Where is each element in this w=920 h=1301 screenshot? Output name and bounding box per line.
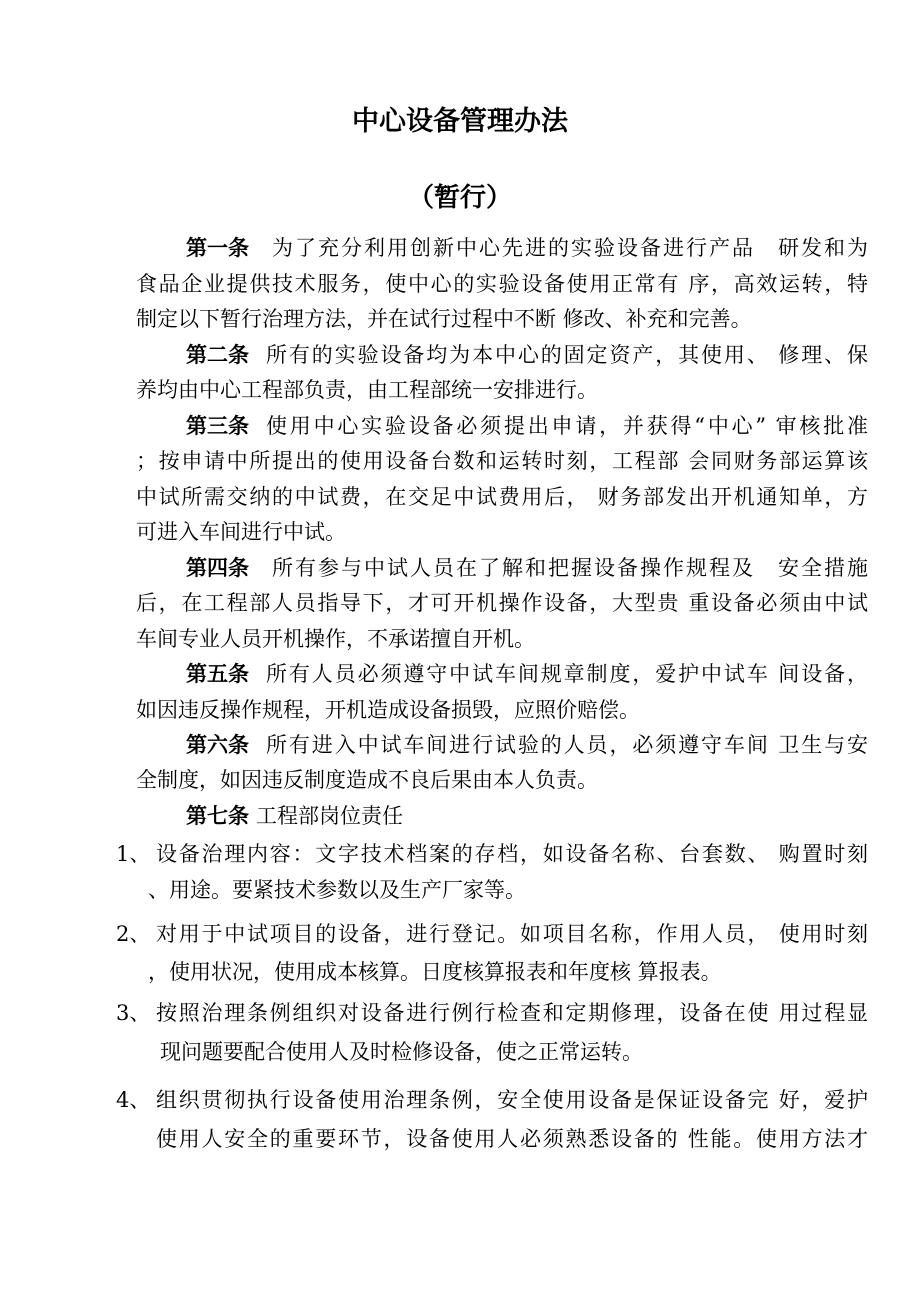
article-2-line-1: 所有的实验设备均为本中心的固定资产，其使用、 修理、保 <box>266 343 868 367</box>
article-6-line-2: 全制度，如因违反制度造成不良后果由本人负责。 <box>136 768 598 792</box>
item-1-line-1: 设备治理内容：文字技术档案的存档，如设备名称、台套数、 购置时刻 <box>156 842 868 866</box>
article-6-line-1: 所有进入中试车间进行试验的人员，必须遵守车间 卫生与安 <box>266 733 868 757</box>
article-1-label: 第一条 <box>186 235 249 260</box>
document-subtitle: （暂行） <box>407 183 512 213</box>
item-3-line-2: 现问题要配合使用人及时检修设备，使之正常运转。 <box>160 1040 643 1064</box>
article-3-line-1: 使用中心实验设备必须提出申请，并获得“中心” 审核批准 <box>266 414 868 438</box>
item-1-line-2: 、用途。要紧技术参数以及生产厂家等。 <box>148 878 526 902</box>
item-3-line-1: 按照治理条例组织对设备进行例行检查和定期修理，设备在使 用过程显 <box>156 1001 868 1025</box>
article-3-line-3: 中试所需交纳的中试费，在交足中试费用后， 财务部发出开机通知单，方 <box>136 485 868 509</box>
article-2-line-2: 养均由中心工程部负责，由工程部统一安排进行。 <box>136 378 598 402</box>
article-1-line-3: 制定以下暂行治理方法，并在试行过程中不断 修改、补充和完善。 <box>136 307 752 331</box>
item-2-line-1: 对用于中试项目的设备，进行登记。如项目名称，作用人员， 使用时刻 <box>156 922 868 946</box>
article-1-line-2: 食品企业提供技术服务，使中心的实验设备使用正常有 序，高效运转，特 <box>136 272 868 296</box>
item-4-number: 4、 <box>116 1088 151 1112</box>
item-1-number: 1、 <box>116 842 151 866</box>
article-5-label: 第五条 <box>186 661 249 686</box>
article-1-line-1: 为了充分利用创新中心先进的实验设备进行产品 研发和为 <box>272 236 868 260</box>
item-4-line-2: 使用人安全的重要环节，设备使用人必须熟悉设备的 性能。使用方法才 <box>156 1127 868 1151</box>
article-4-label: 第四条 <box>186 555 249 580</box>
article-3-label: 第三条 <box>186 413 249 438</box>
article-7-label: 第七条 <box>186 803 249 828</box>
item-4-line-1: 组织贯彻执行设备使用治理条例，安全使用设备是保证设备完 好，爱护 <box>156 1088 868 1112</box>
article-4-line-1: 所有参与中试人员在了解和把握设备操作规程及 安全措施 <box>272 556 868 580</box>
article-6-label: 第六条 <box>186 732 249 757</box>
article-5-line-2: 如因违反操作规程，开机造成设备损毁，应照价赔偿。 <box>136 698 640 722</box>
article-5-line-1: 所有人员必须遵守中试车间规章制度，爱护中试车 间设备， <box>266 662 868 686</box>
article-7-line-1: 工程部岗位责任 <box>256 804 403 828</box>
article-3-line-4: 可进入车间进行中试。 <box>136 520 346 544</box>
article-3-line-2: ；按申请中所提出的使用设备台数和运转时刻，工程部 会同财务部运算该 <box>136 449 868 473</box>
item-2-line-2: ，使用状况，使用成本核算。日度核算报表和年度核 算报表。 <box>148 960 722 984</box>
document-title: 中心设备管理办法 <box>352 106 568 137</box>
item-2-number: 2、 <box>116 922 151 946</box>
article-4-line-3: 车间专业人员开机操作，不承诺擅自开机。 <box>136 627 535 651</box>
article-2-label: 第二条 <box>186 342 249 367</box>
item-3-number: 3、 <box>116 1001 151 1025</box>
article-4-line-2: 后，在工程部人员指导下，才可开机操作设备，大型贵 重设备必须由中试 <box>136 591 868 615</box>
